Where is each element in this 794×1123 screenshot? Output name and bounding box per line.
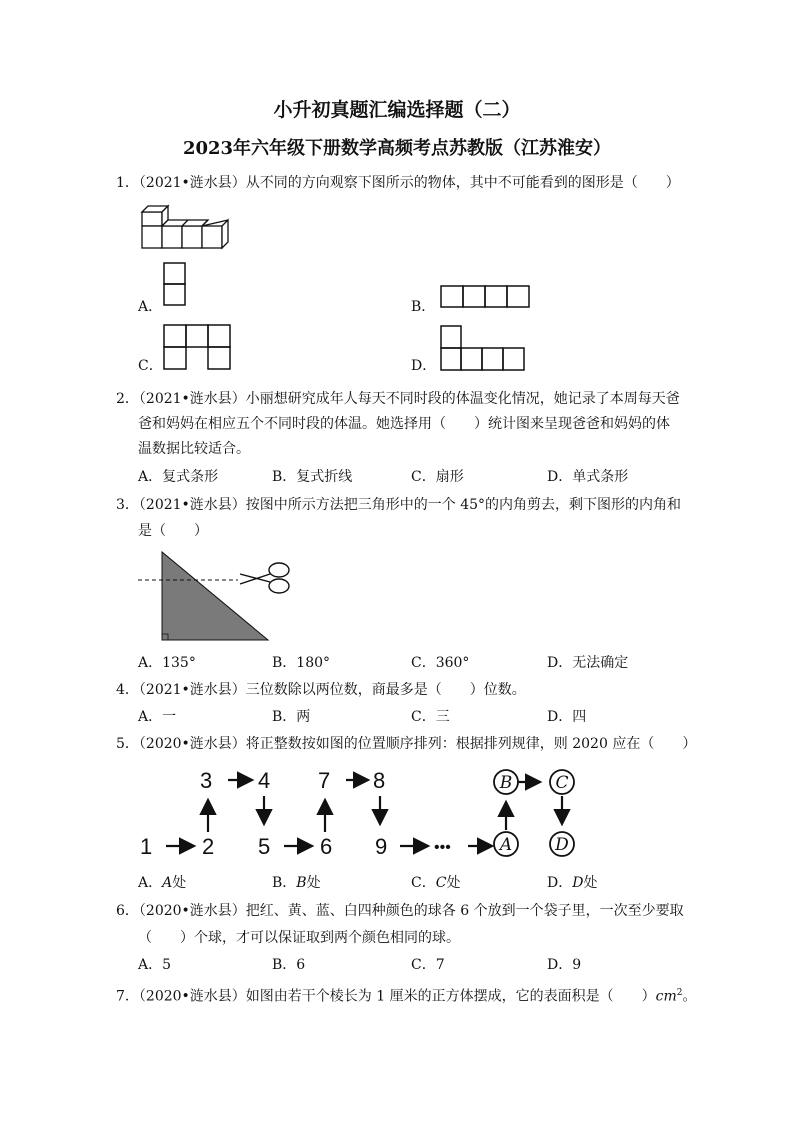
q2-option-c[interactable]: C．扇形 (411, 469, 464, 485)
scissors-icon (240, 563, 289, 593)
pattern-number-6: 6 (320, 834, 333, 859)
q5-option-d[interactable]: D．D处 (547, 875, 598, 891)
q5-option-c[interactable]: C．C处 (411, 875, 461, 891)
q3-option-a[interactable]: A．135° (138, 655, 196, 671)
q1-option-d-figure (440, 325, 532, 373)
q2-option-a[interactable]: A．复式条形 (138, 469, 219, 485)
pattern-letter-b: B (499, 773, 513, 793)
q6-option-a[interactable]: A．5 (138, 957, 172, 973)
q4-option-c[interactable]: C．三 (411, 709, 450, 725)
q6-stem-line-2: （ ）个球，才可以保证取到两个颜色相同的球。 (138, 930, 460, 946)
q1-option-a-figure (163, 262, 187, 308)
q1-option-d[interactable]: D． (411, 358, 437, 374)
q3-triangle-figure (138, 548, 298, 646)
q3-stem-line-2: 是（ ） (138, 523, 208, 539)
page-title: 小升初真题汇编选择题（二） (273, 99, 521, 121)
q3-stem-line-1: 3．（2021•涟水县）按图中所示方法把三角形中的一个 45°的内角剪去，剩下图形的内角和 (116, 497, 682, 513)
pattern-ellipsis: ••• (434, 839, 451, 856)
q1-stem: 1．（2021•涟水县）从不同的方向观察下图所示的物体，其中不可能看到的图形是（ ） (116, 175, 680, 191)
pattern-number-7: 7 (318, 768, 331, 793)
shaded-right-triangle (162, 552, 268, 640)
q6-option-c[interactable]: C．7 (411, 957, 445, 973)
pattern-number-4: 4 (258, 768, 271, 793)
q6-option-b[interactable]: B．6 (272, 957, 306, 973)
page-subtitle: 2023年六年级下册数学高频考点苏教版（江苏淮安） (182, 138, 612, 159)
q2-option-d[interactable]: D．单式条形 (547, 469, 629, 485)
q4-option-d[interactable]: D．四 (547, 709, 587, 725)
q2-option-b[interactable]: B．复式折线 (272, 469, 353, 485)
q2-stem-line-3: 温数据比较适合。 (138, 441, 250, 457)
q5-option-a[interactable]: A．A处 (138, 875, 187, 891)
q6-stem-line-1: 6．（2020•涟水县）把红、黄、蓝、白四种颜色的球各 6 个放到一个袋子里，一次至少要取 (116, 903, 684, 919)
q4-stem: 4．（2021•涟水县）三位数除以两位数，商最多是（ ）位数。 (116, 682, 526, 698)
pattern-number-9: 9 (375, 834, 388, 859)
q2-stem-line-2: 爸和妈妈在相应五个不同时段的体温。她选择用（ ）统计图来呈现爸爸和妈妈的体 (138, 416, 670, 432)
q1-option-b[interactable]: B． (411, 299, 436, 315)
q4-option-a[interactable]: A．一 (138, 709, 177, 725)
pattern-letter-c: C (555, 773, 569, 793)
q7-stem: 7．（2020•涟水县）如图由若干个棱长为 1 厘米的正方体摆成，它的表面积是（ ）$cm^2$。 (116, 988, 697, 1005)
q3-option-b[interactable]: B．180° (272, 655, 331, 671)
q6-option-d[interactable]: D．9 (547, 957, 582, 973)
q1-option-c[interactable]: C． (138, 358, 163, 374)
pattern-letter-d: D (555, 835, 569, 855)
q5-stem: 5．（2020•涟水县）将正整数按如图的位置顺序排列：根据排列规律，则 2020 应在（ ） (116, 736, 697, 752)
q5-option-b[interactable]: B．B处 (272, 875, 321, 891)
q5-number-pattern-figure (138, 762, 588, 862)
pattern-letter-a: A (499, 835, 513, 855)
q1-option-a[interactable]: A． (138, 299, 163, 315)
q1-option-c-figure (163, 324, 233, 372)
q2-stem-line-1: 2．（2021•涟水县）小丽想研究成年人每天不同时段的体温变化情况，她记录了本周每天爸 (116, 391, 680, 407)
q4-option-b[interactable]: B．两 (272, 709, 311, 725)
q3-option-c[interactable]: C．360° (411, 655, 470, 671)
pattern-number-8: 8 (373, 768, 386, 793)
q1-cube-figure (140, 202, 230, 252)
pattern-number-1: 1 (140, 834, 153, 859)
q3-option-d[interactable]: D．无法确定 (547, 655, 629, 671)
q1-option-b-figure (440, 285, 532, 309)
pattern-number-3: 3 (200, 768, 213, 793)
pattern-number-2: 2 (202, 834, 215, 859)
pattern-number-5: 5 (258, 834, 271, 859)
